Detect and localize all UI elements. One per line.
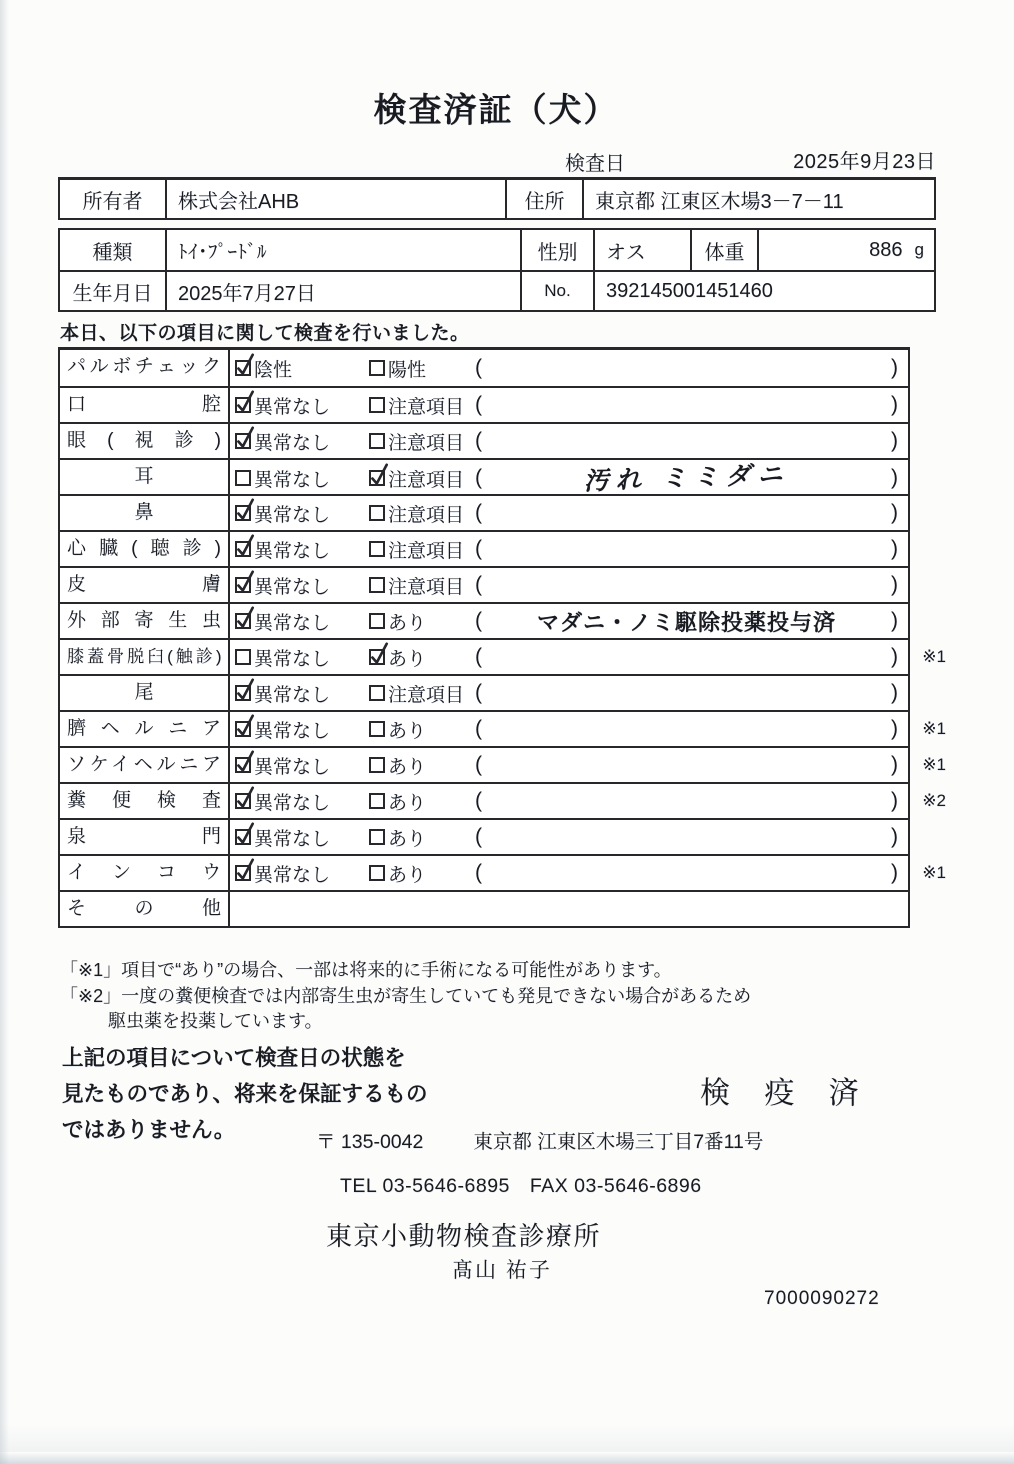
checkbox-option xyxy=(235,716,369,743)
inspection-date-label: 検査日 xyxy=(565,153,625,175)
paren-open: ( xyxy=(475,573,482,596)
checkbox-unchecked xyxy=(369,541,385,557)
checkbox-option xyxy=(369,355,475,382)
paren-open: ( xyxy=(475,645,482,668)
paren-close: ) xyxy=(891,537,898,560)
row-label: 糞便検査 xyxy=(60,784,230,818)
checkbox-option xyxy=(369,608,475,635)
note-area xyxy=(475,429,908,453)
check-mark-icon xyxy=(234,609,256,633)
row-content xyxy=(230,748,908,782)
id-number-value: 392145001451460 xyxy=(593,272,934,310)
footnote-ref: ※1 xyxy=(922,647,946,666)
checkbox-unchecked xyxy=(369,757,385,773)
checkbox-option xyxy=(235,536,369,563)
paren-close: ) xyxy=(891,501,898,524)
option-label: 異常なし xyxy=(254,396,331,418)
breed-value: ﾄｲ･ﾌﾟｰﾄﾞﾙ xyxy=(165,230,520,270)
clinic-name: 東京小動物検査診療所 xyxy=(326,1221,602,1251)
owner-value: 株式会社AHB xyxy=(165,180,505,218)
row-label: 心臓(聴診) xyxy=(60,532,230,566)
check-mark-icon xyxy=(234,861,256,885)
paren-close: ) xyxy=(891,825,898,848)
checkbox-unchecked xyxy=(369,360,385,376)
row-label: 耳 xyxy=(60,460,230,496)
intro-text: 本日、以下の項目に関して検査を行いました。 xyxy=(60,323,470,344)
row-content xyxy=(230,784,908,818)
option-label: 注意項目 xyxy=(388,504,465,526)
paren-close: ) xyxy=(891,789,898,812)
option-label: あり xyxy=(388,864,427,886)
weight-value xyxy=(757,230,934,270)
row-content xyxy=(230,460,908,496)
paren-open: ( xyxy=(475,753,482,776)
clinic-postal-line xyxy=(316,1126,763,1154)
paren-close: ) xyxy=(891,573,898,596)
checkbox-checked xyxy=(235,505,251,521)
checkbox-option xyxy=(369,716,475,743)
pet-info-row-2 xyxy=(60,270,934,310)
checkbox-checked xyxy=(235,360,251,376)
row-label: 外部寄生虫 xyxy=(60,604,230,638)
id-number-label: No. xyxy=(520,272,593,310)
check-row xyxy=(60,566,908,602)
paren-close: ) xyxy=(891,717,898,740)
option-label: 異常なし xyxy=(254,756,331,778)
checkbox-option xyxy=(235,644,369,671)
checkbox-option xyxy=(235,752,369,779)
row-label: 皮膚 xyxy=(60,568,230,602)
note-area xyxy=(475,645,908,669)
check-row xyxy=(60,530,908,566)
row-content xyxy=(230,388,908,422)
checkbox-option xyxy=(369,644,475,671)
row-label: インコウ xyxy=(60,856,230,890)
paren-close: ) xyxy=(891,753,898,776)
address-label: 住所 xyxy=(505,180,582,218)
paren-open: ( xyxy=(475,466,482,489)
check-mark-icon xyxy=(368,645,390,669)
inspection-date-value: 2025年9月23日 xyxy=(793,151,936,173)
row-content xyxy=(230,820,908,854)
option-label: 異常なし xyxy=(254,576,331,598)
paren-open: ( xyxy=(475,717,482,740)
weight-unit: g xyxy=(914,240,924,259)
paren-close: ) xyxy=(891,466,898,489)
option-label: 異常なし xyxy=(254,432,331,454)
row-label: パルボチェック xyxy=(60,350,230,386)
check-mark-icon xyxy=(234,789,256,813)
clinic-address: 東京都 江東区木場三丁目7番11号 xyxy=(473,1131,764,1153)
option-label: 異常なし xyxy=(254,864,331,886)
check-mark-icon xyxy=(234,356,256,380)
note-area xyxy=(475,537,908,561)
checkbox-option xyxy=(235,428,369,455)
note-area xyxy=(475,681,908,705)
footnotes xyxy=(60,958,751,1035)
checkbox-checked xyxy=(235,613,251,629)
checkbox-option xyxy=(369,680,475,707)
serial-number: 7000090272 xyxy=(764,1288,880,1309)
checkbox-option xyxy=(369,500,475,527)
option-label: 異常なし xyxy=(254,504,331,526)
check-row xyxy=(60,710,946,746)
row-label: 尾 xyxy=(60,676,230,710)
address-value: 東京都 江東区木場3－7－11 xyxy=(582,180,934,218)
quarantine-stamp: 検 疫 済 xyxy=(700,1077,872,1110)
sex-value: オス xyxy=(593,230,690,270)
option-label: あり xyxy=(388,612,427,634)
check-row xyxy=(60,386,908,422)
checkbox-checked xyxy=(369,470,385,486)
paren-close: ) xyxy=(891,393,898,416)
note-area xyxy=(475,717,908,741)
check-mark-icon xyxy=(368,466,390,490)
row-content xyxy=(230,568,908,602)
row-content xyxy=(230,712,908,746)
checkbox-unchecked xyxy=(369,721,385,737)
checkbox-option xyxy=(235,788,369,815)
row-content xyxy=(230,676,908,710)
check-mark-icon xyxy=(234,753,256,777)
paren-open: ( xyxy=(475,609,482,632)
note-area xyxy=(475,573,908,597)
checkbox-option xyxy=(369,572,475,599)
footnote-ref: ※1 xyxy=(922,755,946,774)
checkbox-option xyxy=(369,536,475,563)
checkbox-checked xyxy=(235,757,251,773)
paren-close: ) xyxy=(891,609,898,632)
paren-open: ( xyxy=(475,356,482,379)
row-content xyxy=(230,496,908,530)
weight-label: 体重 xyxy=(690,230,757,270)
checkbox-option xyxy=(235,355,369,382)
checkbox-option xyxy=(235,392,369,419)
check-row xyxy=(60,602,908,638)
scan-bottom-shadow xyxy=(0,1424,1014,1452)
paren-open: ( xyxy=(475,825,482,848)
row-content xyxy=(230,604,908,638)
check-mark-icon xyxy=(234,825,256,849)
checkbox-unchecked xyxy=(369,865,385,881)
row-content xyxy=(230,350,908,386)
checkbox-checked xyxy=(235,541,251,557)
check-mark-icon xyxy=(234,501,256,525)
checkbox-checked xyxy=(235,793,251,809)
paren-close: ) xyxy=(891,861,898,884)
checkbox-option xyxy=(235,608,369,635)
checkbox-option xyxy=(235,680,369,707)
paren-open: ( xyxy=(475,429,482,452)
checkbox-checked xyxy=(235,721,251,737)
row-label: 泉門 xyxy=(60,820,230,854)
scan-left-edge xyxy=(0,0,9,1464)
checkbox-unchecked xyxy=(369,829,385,845)
breed-label: 種類 xyxy=(92,241,133,264)
note-area xyxy=(475,606,908,637)
note-area xyxy=(475,393,908,417)
option-label: 異常なし xyxy=(254,684,331,706)
option-label: 異常なし xyxy=(254,828,331,850)
check-mark-icon xyxy=(234,681,256,705)
paren-open: ( xyxy=(475,789,482,812)
pet-info-row-1 xyxy=(60,230,934,270)
checkbox-option xyxy=(369,788,475,815)
checkbox-checked xyxy=(235,433,251,449)
checkbox-unchecked xyxy=(369,793,385,809)
row-content xyxy=(230,856,908,890)
checkbox-option xyxy=(235,465,369,492)
option-label: あり xyxy=(388,756,427,778)
birthdate-label: 生年月日 xyxy=(72,282,153,305)
option-label: あり xyxy=(388,792,427,814)
check-mark-icon xyxy=(234,717,256,741)
row-label: 膝蓋骨脱臼(触診) xyxy=(60,640,230,674)
pet-info-table xyxy=(58,228,936,312)
note-area xyxy=(475,460,908,496)
check-row xyxy=(60,674,908,710)
checkbox-option xyxy=(369,465,475,492)
postal-code: 〒 135-0042 xyxy=(316,1131,424,1153)
check-row xyxy=(60,494,908,530)
option-label: 異常なし xyxy=(254,469,331,491)
checkbox-checked xyxy=(369,649,385,665)
disclaimer-line: ではありません。 xyxy=(62,1118,236,1142)
checkbox-checked xyxy=(235,829,251,845)
checkbox-unchecked xyxy=(369,397,385,413)
disclaimer-line: 上記の項目について検査日の状態を xyxy=(62,1046,406,1070)
note-area xyxy=(475,356,908,380)
checkbox-option xyxy=(369,428,475,455)
paren-open: ( xyxy=(475,501,482,524)
check-table xyxy=(58,347,946,928)
note-area xyxy=(475,825,908,849)
check-row xyxy=(60,854,946,890)
checkbox-unchecked xyxy=(369,433,385,449)
note-area xyxy=(475,861,908,885)
sex-label: 性別 xyxy=(520,230,593,270)
note-text: マダニ・ノミ駆除投薬投与済 xyxy=(536,609,836,635)
birthdate-value: 2025年7月27日 xyxy=(165,272,520,310)
option-label: あり xyxy=(388,720,427,742)
paren-close: ) xyxy=(891,429,898,452)
disclaimer-line: 見たものであり、将来を保証するもの xyxy=(62,1082,428,1106)
footnote-ref: ※1 xyxy=(922,863,946,882)
check-row xyxy=(60,890,908,926)
checkbox-option xyxy=(369,392,475,419)
checkbox-option xyxy=(235,860,369,887)
footnote-line: 駆虫薬を投薬しています。 xyxy=(108,1011,323,1031)
checkbox-unchecked xyxy=(369,577,385,593)
paren-close: ) xyxy=(891,645,898,668)
row-label: 眼(視診) xyxy=(60,424,230,458)
row-content xyxy=(230,532,908,566)
checkbox-checked xyxy=(235,397,251,413)
check-row xyxy=(60,458,908,494)
option-label: あり xyxy=(388,648,427,670)
paren-close: ) xyxy=(891,356,898,379)
row-label: 鼻 xyxy=(60,496,230,530)
checkbox-option xyxy=(369,824,475,851)
check-mark-icon xyxy=(234,573,256,597)
scan-bottom-edge xyxy=(0,1452,1014,1464)
paren-open: ( xyxy=(475,861,482,884)
paren-open: ( xyxy=(475,681,482,704)
inspector-name: 髙山 祐子 xyxy=(452,1259,552,1282)
check-row xyxy=(60,422,908,458)
option-label: 注意項目 xyxy=(388,540,465,562)
check-mark-icon xyxy=(234,429,256,453)
row-label: ソケイヘルニア xyxy=(60,748,230,782)
option-label: 異常なし xyxy=(254,540,331,562)
row-label: 臍ヘルニア xyxy=(60,712,230,746)
checkbox-unchecked xyxy=(369,685,385,701)
option-label: 陰性 xyxy=(254,359,293,381)
check-mark-icon xyxy=(234,537,256,561)
check-row xyxy=(60,350,908,386)
footnote-ref: ※1 xyxy=(922,719,946,738)
handwritten-note: 汚れ ミミダニ xyxy=(583,460,790,496)
owner-label: 所有者 xyxy=(82,190,143,213)
option-label: 陽性 xyxy=(388,359,427,381)
check-row xyxy=(60,782,946,818)
checkbox-checked xyxy=(235,865,251,881)
option-label: 異常なし xyxy=(254,648,331,670)
checkbox-option xyxy=(235,572,369,599)
page-title: 検査済証（犬） xyxy=(373,91,619,128)
paren-open: ( xyxy=(475,393,482,416)
checkbox-unchecked xyxy=(369,613,385,629)
option-label: 注意項目 xyxy=(388,576,465,598)
footnote-line: 「※2」一度の糞便検査では内部寄生虫が寄生していても発見できない場合があるため xyxy=(60,985,752,1006)
option-label: あり xyxy=(388,828,427,850)
paren-close: ) xyxy=(891,681,898,704)
weight-number: 886 xyxy=(869,238,903,261)
option-label: 注意項目 xyxy=(388,684,465,706)
check-row xyxy=(60,746,946,782)
owner-table xyxy=(58,177,936,220)
option-label: 注意項目 xyxy=(388,396,465,418)
check-row xyxy=(60,818,908,854)
checkbox-checked xyxy=(235,685,251,701)
checkbox-option xyxy=(369,752,475,779)
tel-fax-line: TEL 03-5646-6895 FAX 03-5646-6896 xyxy=(340,1175,702,1197)
option-label: 異常なし xyxy=(254,612,331,634)
row-content xyxy=(230,892,908,926)
check-mark-icon xyxy=(234,393,256,417)
checkbox-option xyxy=(235,824,369,851)
row-content xyxy=(230,640,908,674)
row-label: その他 xyxy=(60,892,230,926)
note-area xyxy=(475,501,908,525)
checkbox-option xyxy=(235,500,369,527)
option-label: 異常なし xyxy=(254,792,331,814)
option-label: 注意項目 xyxy=(388,469,465,491)
checkbox-unchecked xyxy=(235,470,251,486)
paren-open: ( xyxy=(475,537,482,560)
checkbox-option xyxy=(369,860,475,887)
row-label: 口腔 xyxy=(60,388,230,422)
option-label: 注意項目 xyxy=(388,432,465,454)
check-row xyxy=(60,638,946,674)
option-label: 異常なし xyxy=(254,720,331,742)
checkbox-checked xyxy=(235,577,251,593)
note-area xyxy=(475,789,908,813)
footnote-ref: ※2 xyxy=(922,791,946,810)
checkbox-unchecked xyxy=(235,649,251,665)
checkbox-unchecked xyxy=(369,505,385,521)
footnote-line: 「※1」項目で“あり”の場合、一部は将来的に手術になる可能性があります。 xyxy=(60,960,672,980)
note-area xyxy=(475,753,908,777)
